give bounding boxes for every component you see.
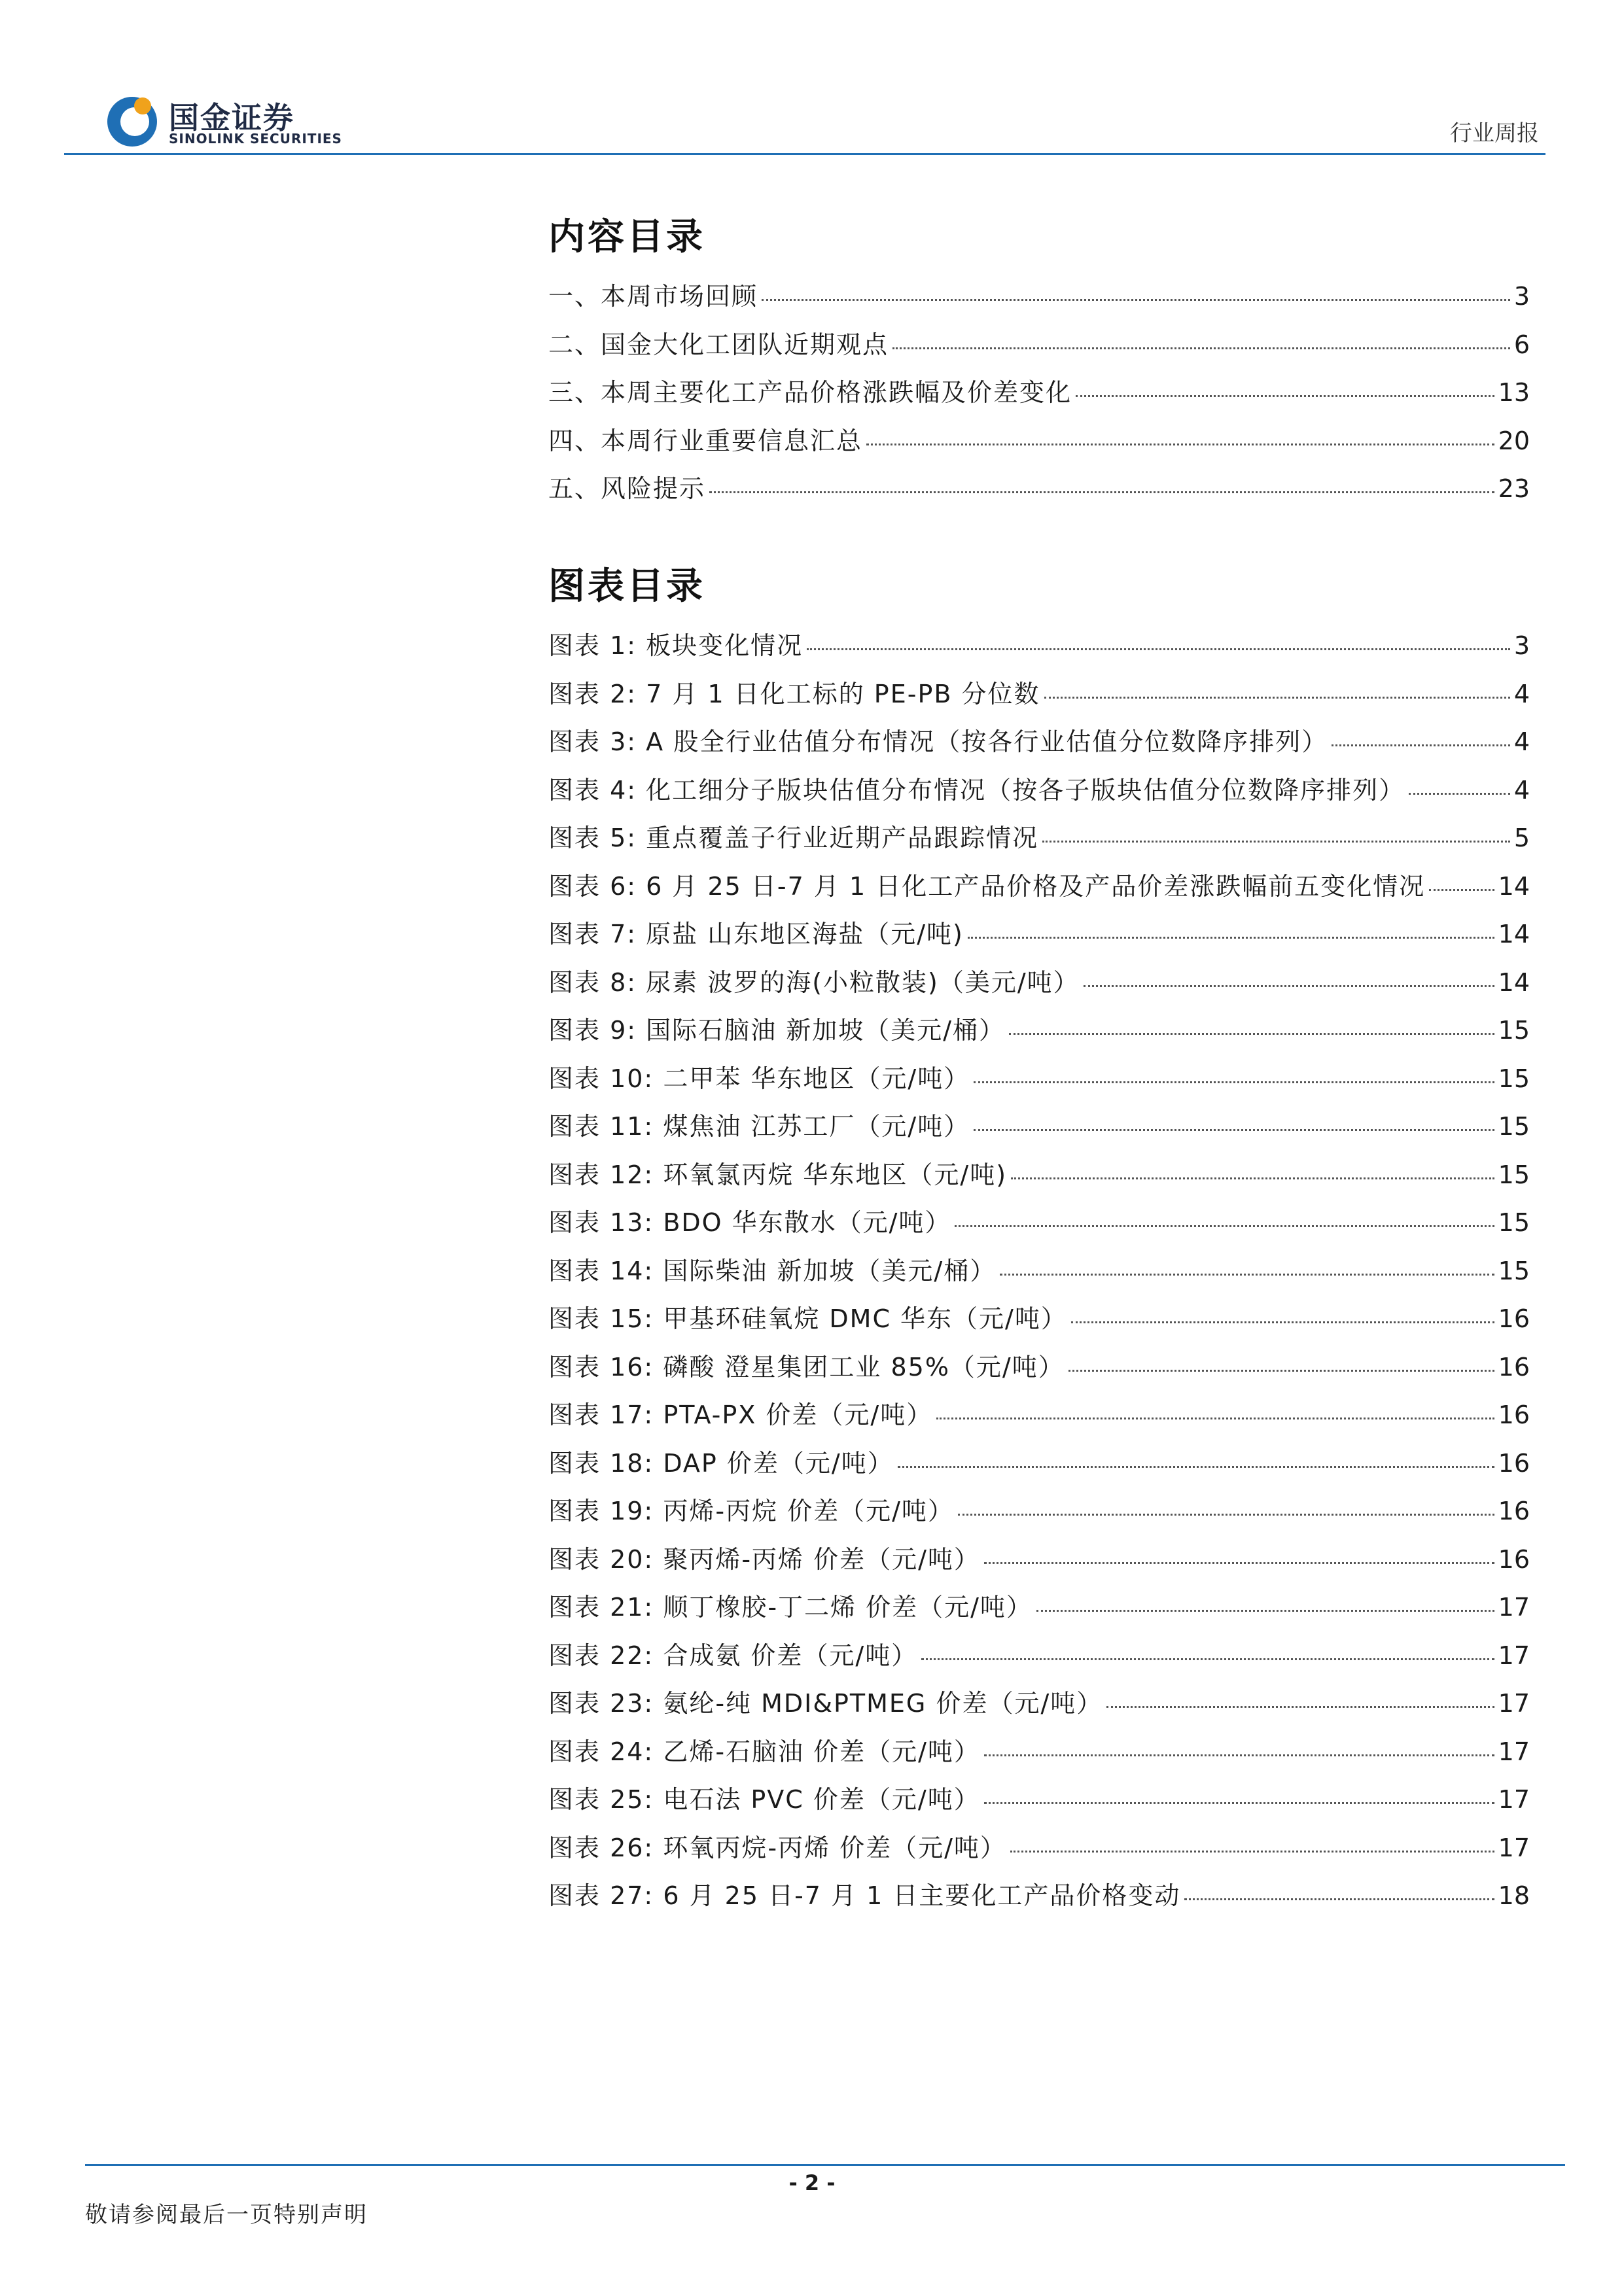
dot-leader xyxy=(1042,841,1510,843)
figure-entry-label: 图表 14: 国际柴油 新加坡（美元/桶） xyxy=(548,1256,997,1285)
figure-entry[interactable] xyxy=(548,1875,1530,1924)
contents-entry-label: 二、国金大化工团队近期观点 xyxy=(548,330,889,359)
figure-entry-page-number: 4 xyxy=(1513,727,1530,756)
figure-entry-page-number: 17 xyxy=(1498,1593,1530,1622)
contents-entry[interactable] xyxy=(548,324,1530,373)
figure-entry-label: 图表 19: 丙烯-丙烷 价差（元/吨） xyxy=(548,1497,954,1525)
figure-entry[interactable] xyxy=(548,1635,1530,1684)
disclaimer: 敬请参阅最后一页特别声明 xyxy=(85,2202,368,2228)
figure-entry[interactable] xyxy=(548,674,1530,722)
figures-list xyxy=(548,625,1530,1924)
dot-leader xyxy=(1084,985,1494,987)
figure-entry[interactable] xyxy=(548,818,1530,866)
dot-leader xyxy=(1332,744,1510,746)
sinolink-logo-icon xyxy=(105,93,160,148)
dot-leader xyxy=(921,1658,1494,1660)
contents-entry-page-number: 13 xyxy=(1498,378,1530,407)
contents-entry-page-number: 23 xyxy=(1498,474,1530,503)
footer-divider xyxy=(85,2164,1565,2166)
figure-entry-page-number: 15 xyxy=(1498,1016,1530,1045)
figure-entry[interactable] xyxy=(548,1251,1530,1299)
figure-entry-label: 图表 9: 国际石脑油 新加坡（美元/桶） xyxy=(548,1016,1006,1045)
figure-entry[interactable] xyxy=(548,1779,1530,1828)
figure-entry-page-number: 18 xyxy=(1498,1881,1530,1910)
dot-leader xyxy=(974,1081,1494,1083)
figure-entry-label: 图表 18: DAP 价差（元/吨） xyxy=(548,1448,894,1478)
figure-entry-label: 图表 3: A 股全行业估值分布情况（按各行业估值分位数降序排列） xyxy=(548,727,1328,756)
figure-entry[interactable] xyxy=(548,1683,1530,1731)
figure-entry-page-number: 15 xyxy=(1498,1208,1530,1237)
header-divider xyxy=(64,153,1545,155)
dot-leader xyxy=(974,1129,1494,1131)
contents-entry-label: 四、本周行业重要信息汇总 xyxy=(548,426,863,455)
dot-leader xyxy=(1010,1851,1494,1852)
figure-entry-page-number: 15 xyxy=(1498,1112,1530,1141)
figure-entry-label: 图表 22: 合成氨 价差（元/吨） xyxy=(548,1641,918,1670)
contents-entry-page-number: 6 xyxy=(1513,330,1530,359)
figure-entry-page-number: 17 xyxy=(1498,1641,1530,1670)
figure-entry-label: 图表 24: 乙烯-石脑油 价差（元/吨） xyxy=(548,1737,980,1766)
report-type-label: 行业周报 xyxy=(1450,120,1539,147)
dot-leader xyxy=(1068,1370,1494,1372)
figure-entry[interactable] xyxy=(548,914,1530,962)
figure-entry-page-number: 16 xyxy=(1498,1352,1530,1382)
figure-entry-label: 图表 13: BDO 华东散水（元/吨） xyxy=(548,1208,951,1237)
figure-entry[interactable] xyxy=(548,962,1530,1011)
contents-entry-page-number: 3 xyxy=(1513,282,1530,311)
dot-leader xyxy=(807,648,1510,650)
figure-entry-label: 图表 16: 磷酸 澄星集团工业 85%（元/吨） xyxy=(548,1352,1065,1382)
figure-entry[interactable] xyxy=(548,625,1530,674)
figure-entry-label: 图表 21: 顺丁橡胶-丁二烯 价差（元/吨） xyxy=(548,1593,1033,1622)
figure-entry-label: 图表 17: PTA-PX 价差（元/吨） xyxy=(548,1400,933,1429)
dot-leader xyxy=(968,937,1494,939)
contents-section xyxy=(548,208,1530,517)
figure-entry-page-number: 17 xyxy=(1498,1737,1530,1766)
figure-entry-label: 图表 26: 环氧丙烷-丙烯 价差（元/吨） xyxy=(548,1833,1006,1862)
figure-entry-label: 图表 15: 甲基环硅氧烷 DMC 华东（元/吨） xyxy=(548,1304,1067,1333)
figure-entry-page-number: 15 xyxy=(1498,1256,1530,1285)
dot-leader xyxy=(1044,697,1510,699)
page-header xyxy=(0,0,1624,157)
contents-entry-label: 一、本周市场回顾 xyxy=(548,282,758,311)
dot-leader xyxy=(984,1562,1494,1564)
figure-entry[interactable] xyxy=(548,1828,1530,1876)
figure-entry[interactable] xyxy=(548,770,1530,818)
dot-leader xyxy=(709,491,1494,493)
figure-entry-label: 图表 12: 环氧氯丙烷 华东地区（元/吨) xyxy=(548,1160,1008,1189)
contents-entry-page-number: 20 xyxy=(1498,426,1530,455)
dot-leader xyxy=(936,1418,1494,1419)
figures-section xyxy=(548,557,1530,1924)
contents-entry-label: 三、本周主要化工产品价格涨跌幅及价差变化 xyxy=(548,378,1072,407)
figure-entry-page-number: 14 xyxy=(1498,920,1530,948)
figure-entry-page-number: 16 xyxy=(1498,1497,1530,1525)
figure-entry-page-number: 16 xyxy=(1498,1448,1530,1478)
figure-entry[interactable] xyxy=(548,1443,1530,1491)
figure-entry[interactable] xyxy=(548,1347,1530,1395)
contents-entry[interactable] xyxy=(548,276,1530,324)
dot-leader xyxy=(1409,793,1510,795)
figure-entry[interactable] xyxy=(548,1731,1530,1780)
figure-entry-page-number: 17 xyxy=(1498,1689,1530,1718)
figure-entry[interactable] xyxy=(548,1155,1530,1203)
contents-entry-label: 五、风险提示 xyxy=(548,474,706,503)
dot-leader xyxy=(1036,1610,1494,1612)
figure-entry[interactable] xyxy=(548,866,1530,914)
dot-leader xyxy=(1106,1706,1494,1708)
figure-entry[interactable] xyxy=(548,1298,1530,1347)
dot-leader xyxy=(1071,1321,1494,1323)
figure-entry-page-number: 15 xyxy=(1498,1064,1530,1093)
figure-entry-label: 图表 25: 电石法 PVC 价差（元/吨） xyxy=(548,1785,980,1814)
figure-entry-label: 图表 1: 板块变化情况 xyxy=(548,631,803,660)
figure-entry[interactable] xyxy=(548,1058,1530,1107)
figure-entry-label: 图表 10: 二甲苯 华东地区（元/吨） xyxy=(548,1064,970,1093)
figure-entry-page-number: 4 xyxy=(1513,679,1530,708)
figure-entry[interactable] xyxy=(548,722,1530,770)
figure-entry-label: 图表 7: 原盐 山东地区海盐（元/吨) xyxy=(548,920,964,948)
dot-leader xyxy=(1076,395,1494,397)
figure-entry-label: 图表 4: 化工细分子版块估值分布情况（按各子版块估值分位数降序排列） xyxy=(548,775,1405,805)
company-logo xyxy=(105,93,340,152)
dot-leader xyxy=(1009,1033,1494,1035)
dot-leader xyxy=(1011,1177,1494,1179)
figure-entry-page-number: 17 xyxy=(1498,1833,1530,1862)
figures-title: 图表目录 xyxy=(548,565,705,608)
figure-entry-page-number: 14 xyxy=(1498,967,1530,997)
dot-leader xyxy=(762,299,1510,301)
dot-leader xyxy=(1429,889,1494,891)
contents-title: 内容目录 xyxy=(548,215,705,258)
logo-english-name: SINOLINK SECURITIES xyxy=(169,131,342,147)
dot-leader xyxy=(1000,1274,1494,1276)
figure-entry[interactable] xyxy=(548,1395,1530,1443)
figure-entry-label: 图表 23: 氨纶-纯 MDI&PTMEG 价差（元/吨） xyxy=(548,1689,1103,1718)
figure-entry-label: 图表 11: 煤焦油 江苏工厂（元/吨） xyxy=(548,1112,970,1141)
dot-leader xyxy=(958,1514,1494,1516)
figure-entry-page-number: 16 xyxy=(1498,1304,1530,1333)
figure-entry[interactable] xyxy=(548,1010,1530,1058)
figure-entry-label: 图表 5: 重点覆盖子行业近期产品跟踪情况 xyxy=(548,824,1039,852)
contents-entry[interactable] xyxy=(548,421,1530,469)
page-number: - 2 - xyxy=(788,2170,836,2195)
figure-entry-label: 图表 6: 6 月 25 日-7 月 1 日化工产品价格及产品价差涨跌幅前五变化情况 xyxy=(548,871,1426,901)
figure-entry[interactable] xyxy=(548,1539,1530,1588)
figure-entry-label: 图表 8: 尿素 波罗的海(小粒散装)（美元/吨） xyxy=(548,967,1080,997)
figure-entry-page-number: 5 xyxy=(1513,824,1530,852)
dot-leader xyxy=(955,1225,1494,1227)
figure-entry-page-number: 15 xyxy=(1498,1160,1530,1189)
figure-entry-page-number: 4 xyxy=(1513,775,1530,805)
dot-leader xyxy=(866,444,1494,445)
figure-entry[interactable] xyxy=(548,1491,1530,1539)
figure-entry-page-number: 3 xyxy=(1513,631,1530,660)
figure-entry-page-number: 16 xyxy=(1498,1400,1530,1429)
figure-entry-page-number: 17 xyxy=(1498,1785,1530,1814)
figure-entry-label: 图表 20: 聚丙烯-丙烯 价差（元/吨） xyxy=(548,1544,980,1574)
logo-chinese-name: 国金证券 xyxy=(169,100,294,135)
figure-entry[interactable] xyxy=(548,1106,1530,1155)
figure-entry-page-number: 16 xyxy=(1498,1544,1530,1574)
dot-leader xyxy=(898,1466,1494,1468)
contents-entry[interactable] xyxy=(548,468,1530,517)
figure-entry-label: 图表 2: 7 月 1 日化工标的 PE-PB 分位数 xyxy=(548,679,1040,708)
figure-entry[interactable] xyxy=(548,1202,1530,1251)
contents-list xyxy=(548,276,1530,517)
contents-entry[interactable] xyxy=(548,372,1530,421)
dot-leader xyxy=(984,1754,1494,1756)
figure-entry-page-number: 14 xyxy=(1498,871,1530,901)
dot-leader xyxy=(984,1802,1494,1804)
figure-entry[interactable] xyxy=(548,1587,1530,1635)
dot-leader xyxy=(1184,1898,1494,1900)
figure-entry-label: 图表 27: 6 月 25 日-7 月 1 日主要化工产品价格变动 xyxy=(548,1881,1181,1910)
dot-leader xyxy=(892,347,1510,349)
